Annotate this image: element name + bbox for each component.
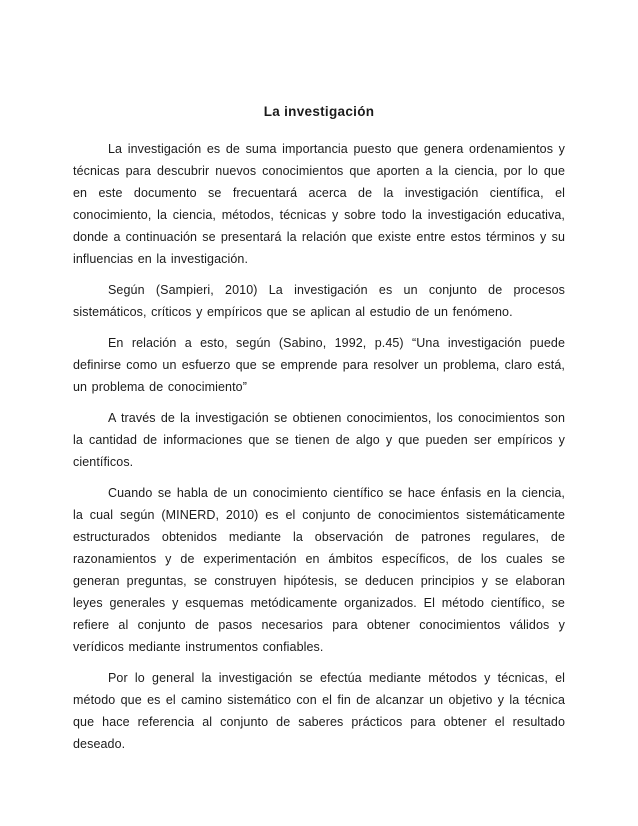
paragraph-ciencia-minerd: Cuando se habla de un conocimiento científico se hace énfasis en la ciencia, la cual según (MINERD, 2010) es el conjunto de conocimientos sistemáticamente estructurados obtenidos mediante la observación de patrones regulares, de razonamientos y de experimentación en ámbitos específicos, de los cuales se generan preguntas, se construyen hipótesis, se deducen principios y se elaboran leyes generales y esquemas metódicamente organizados. El método científico, se refiere al conjunto de pasos necesarios para obtener conocimientos válidos y verídicos mediante instrumentos confiables. [73, 486, 565, 654]
paragraph-metodos-tecnicas: Por lo general la investigación se efectúa mediante métodos y técnicas, el método que es el camino sistemático con el fin de alcanzar un objetivo y la técnica que hace referencia al conjunto de saberes prácticos para obtener el resultado deseado. [73, 671, 565, 751]
paragraph-intro: La investigación es de suma importancia puesto que genera ordenamientos y técnicas para descubrir nuevos conocimientos que aporten a la ciencia, por lo que en este documento se frecuentará acerca de la investigación científica, el conocimiento, la ciencia, métodos, técnicas y sobre todo la investigación educativa, donde a continuación se presentará la relación que existe entre estos términos y su influencias en la investigación. [73, 142, 565, 266]
paragraph-sabino-quote: En relación a esto, según (Sabino, 1992, p.45) “Una investigación puede definirse como un esfuerzo que se emprende para resolver un problema, claro está, un problema de conocimiento” [73, 336, 565, 394]
paragraph-conocimientos: A través de la investigación se obtienen conocimientos, los conocimientos son la cantidad de informaciones que se tienen de algo y que pueden ser empíricos y científicos. [73, 411, 565, 469]
paragraph-sampieri-quote: Según (Sampieri, 2010) La investigación es un conjunto de procesos sistemáticos, críticos y empíricos que se aplican al estudio de un fenómeno. [73, 283, 565, 319]
document-title: La investigación [263, 104, 375, 119]
